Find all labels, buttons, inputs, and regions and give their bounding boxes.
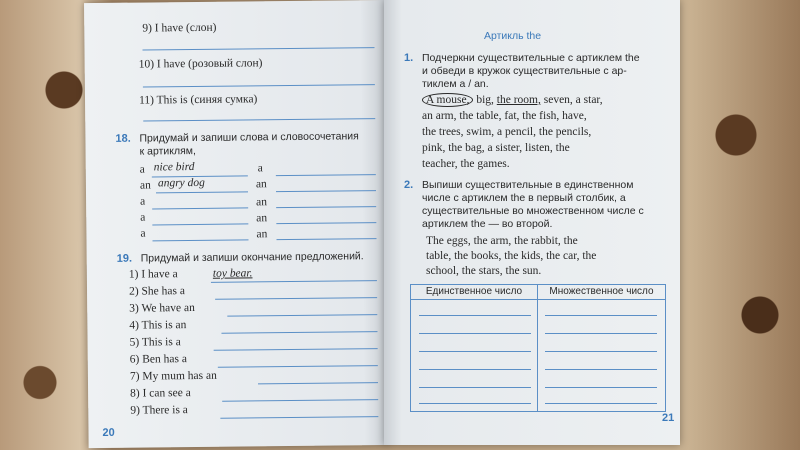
article-label: a: [140, 195, 146, 208]
answer-line[interactable]: [153, 239, 249, 241]
exercise-2-line: The eggs, the arm, the rabbit, the: [426, 235, 578, 247]
circled-word: A mouse,: [422, 93, 473, 107]
article-label: an: [256, 196, 268, 209]
page-number: 21: [662, 412, 675, 424]
item-10: 10) I have (розовый слон): [138, 57, 263, 71]
answer-line[interactable]: [419, 403, 531, 404]
answer-line[interactable]: [152, 207, 248, 209]
answer-line[interactable]: [152, 223, 248, 225]
exercise-19-number: 19.: [116, 252, 133, 265]
article-label: an: [255, 178, 267, 191]
answer-table: [410, 284, 666, 412]
answer-line[interactable]: [419, 369, 531, 370]
answer-line[interactable]: [545, 403, 657, 404]
answer-line[interactable]: [276, 206, 376, 208]
answer-line[interactable]: [419, 387, 531, 388]
exercise-18-instruction: Придумай и запиши слова и словосочетания: [139, 130, 359, 145]
sentence-start: 3) We have an: [129, 301, 195, 315]
answer-line[interactable]: [222, 399, 378, 402]
page-header: Артикль the: [484, 30, 542, 42]
answer-line[interactable]: [276, 222, 376, 224]
answer-line[interactable]: [215, 297, 377, 300]
exercise-2-instruction-3: существительные во множественном числе с: [422, 205, 644, 217]
sentence-start: 6) Ben has a: [129, 353, 187, 366]
page-number: 20: [102, 426, 115, 439]
article-label: a: [139, 163, 145, 176]
exercise-18-number: 18.: [115, 132, 131, 145]
sentence-start: 7) My mum has an: [129, 369, 217, 383]
answer-line[interactable]: [258, 382, 378, 384]
word: seven, a star,: [543, 94, 603, 106]
answer-line[interactable]: [276, 190, 376, 192]
answer-line[interactable]: [143, 118, 375, 121]
right-page: [384, 0, 680, 445]
answer-line[interactable]: [419, 333, 531, 334]
table-header-plural: Множественное число: [538, 285, 665, 300]
answer-line[interactable]: [143, 84, 375, 87]
exercise-2-instruction-4: артиклем the — во второй.: [422, 218, 553, 230]
answer-line[interactable]: [545, 369, 657, 370]
answer-line[interactable]: [419, 315, 531, 316]
exercise-2-instruction: Выпиши существительные в единственном: [422, 179, 634, 191]
exercise-1-instruction: Подчеркни существительные с артиклем the: [422, 52, 640, 64]
handwritten-answer: toy bear.: [212, 267, 253, 280]
answer-line[interactable]: [419, 351, 531, 352]
sentence-start: 8) I can see a: [130, 387, 191, 400]
answer-line[interactable]: [156, 191, 248, 193]
exercise-1-instruction-3: тиклем a / an.: [422, 78, 489, 90]
answer-line[interactable]: [276, 238, 376, 240]
article-label: an: [256, 212, 268, 225]
answer-line[interactable]: [545, 333, 657, 334]
article-label: a: [140, 211, 146, 224]
exercise-1-line: teacher, the games.: [422, 158, 510, 170]
answer-line[interactable]: [220, 416, 378, 419]
exercise-1-line-1: [422, 94, 603, 106]
sentence-start: 5) This is a: [129, 336, 181, 349]
sentence-start: 2) She has a: [128, 285, 185, 298]
sentence-start: 4) This is an: [129, 319, 187, 332]
exercise-2-line: table, the books, the kids, the car, the: [426, 250, 597, 262]
answer-line[interactable]: [218, 365, 378, 368]
underlined-word: the room,: [496, 94, 541, 106]
exercise-1-line: the trees, swim, a pencil, the pencils,: [422, 126, 592, 138]
answer-line[interactable]: [545, 315, 657, 316]
exercise-1-number: 1.: [404, 52, 414, 64]
handwritten-answer: angry dog: [157, 176, 205, 190]
answer-line[interactable]: [143, 47, 375, 50]
article-label: an: [139, 179, 151, 192]
item-9: 9) I have (слон): [142, 21, 217, 35]
exercise-2-number: 2.: [404, 179, 414, 191]
answer-line[interactable]: [211, 280, 377, 283]
article-label: an: [256, 228, 268, 241]
exercise-19-instruction: Придумай и запиши окончание предложений.: [140, 250, 364, 265]
left-page: [84, 0, 389, 448]
exercise-1-line: pink, the bag, a sister, listen, the: [422, 142, 570, 154]
sentence-start: 9) There is a: [130, 404, 188, 417]
exercise-2-instruction-2: числе с артиклем the в первый столбик, а: [422, 192, 626, 204]
exercise-18-instruction-2: к артиклям,: [139, 144, 196, 158]
sentence-start: 1) I have a: [128, 268, 178, 281]
exercise-1-instruction-2: и обведи в кружок существительные с ар-: [422, 65, 627, 77]
item-11: 11) This is (синяя сумка): [138, 93, 258, 107]
answer-line[interactable]: [276, 174, 376, 176]
article-label: a: [257, 162, 263, 175]
answer-line[interactable]: [545, 351, 657, 352]
table-header-singular: Единственное число: [411, 285, 538, 300]
article-label: a: [140, 227, 146, 240]
exercise-2-line: school, the stars, the sun.: [426, 265, 542, 277]
word: big,: [476, 94, 494, 106]
answer-line[interactable]: [227, 314, 377, 317]
answer-line[interactable]: [545, 387, 657, 388]
exercise-1-line: an arm, the table, fat, the fish, have,: [422, 110, 587, 122]
table-divider: [537, 300, 538, 411]
answer-line[interactable]: [214, 348, 378, 351]
handwritten-answer: nice bird: [153, 160, 195, 174]
answer-line[interactable]: [221, 331, 377, 334]
